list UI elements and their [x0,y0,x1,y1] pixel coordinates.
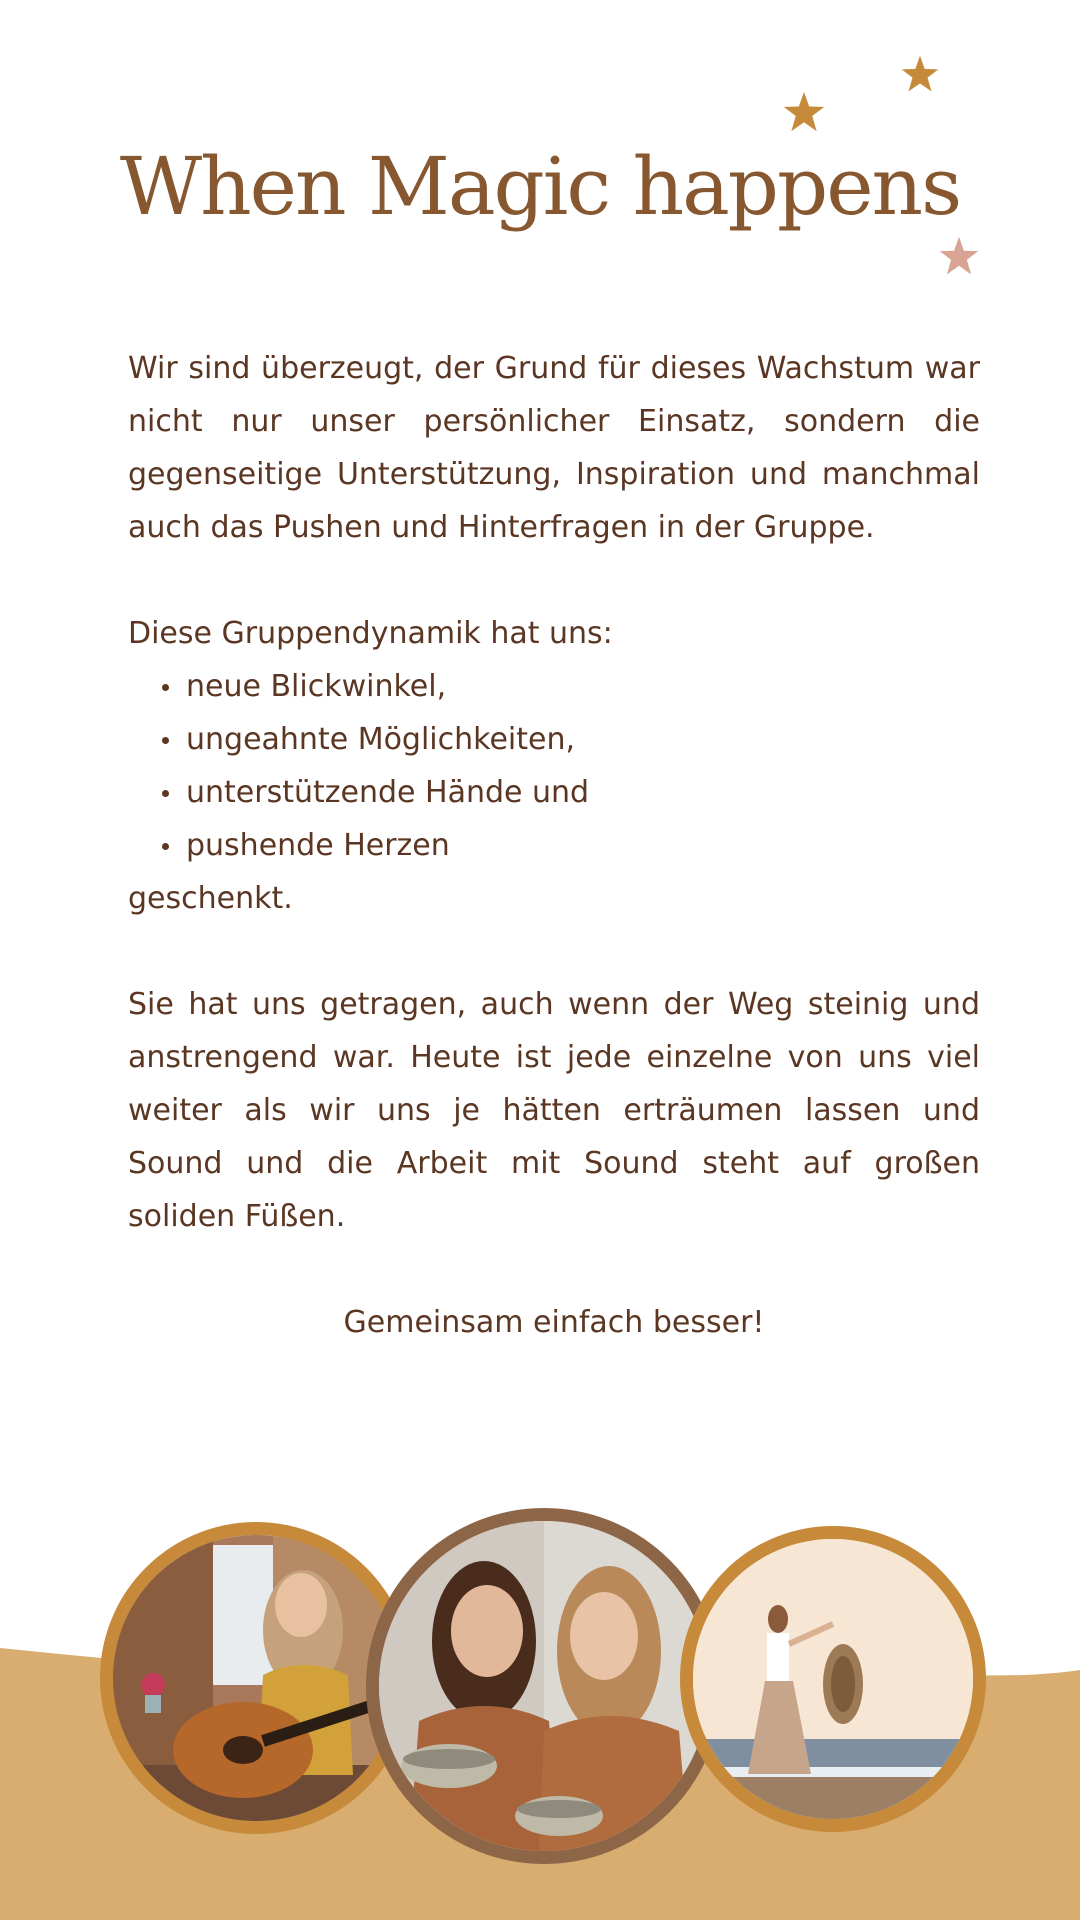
intro-paragraph: Wir sind überzeugt, der Grund für dieses Wachstum war nicht nur unser persönlicher Einsatz, sondern die gegenseitige Unterstützung, Inspiration und manchmal auch das Pushen und Hinterfragen in der Gruppe. [128,351,980,545]
main-text [128,342,980,1349]
page-title: When Magic happens [119,140,961,233]
star-icon [900,54,940,94]
list-item: unterstützende Hände und [158,766,980,819]
closing-line: Gemeinsam einfach besser! [343,1305,765,1340]
benefit-list [128,660,980,872]
list-item: neue Blickwinkel, [158,660,980,713]
woman-with-gong-at-beach-photo [680,1526,986,1832]
list-item: pushende Herzen [158,819,980,872]
list-outro: geschenkt. [128,881,293,916]
second-paragraph: Sie hat uns getragen, auch wenn der Weg steinig und anstrengend war. Heute ist jede einzelne von uns viel weiter als wir uns je hätten erträumen lassen und Sound und die Arbeit mit Sound steht auf großen soliden Füßen. [128,987,980,1234]
two-women-with-singing-bowls-photo [366,1508,722,1864]
star-icon [938,235,980,277]
star-icon [782,90,826,134]
list-item: ungeahnte Möglichkeiten, [158,713,980,766]
list-intro: Diese Gruppendynamik hat uns: [128,616,613,651]
